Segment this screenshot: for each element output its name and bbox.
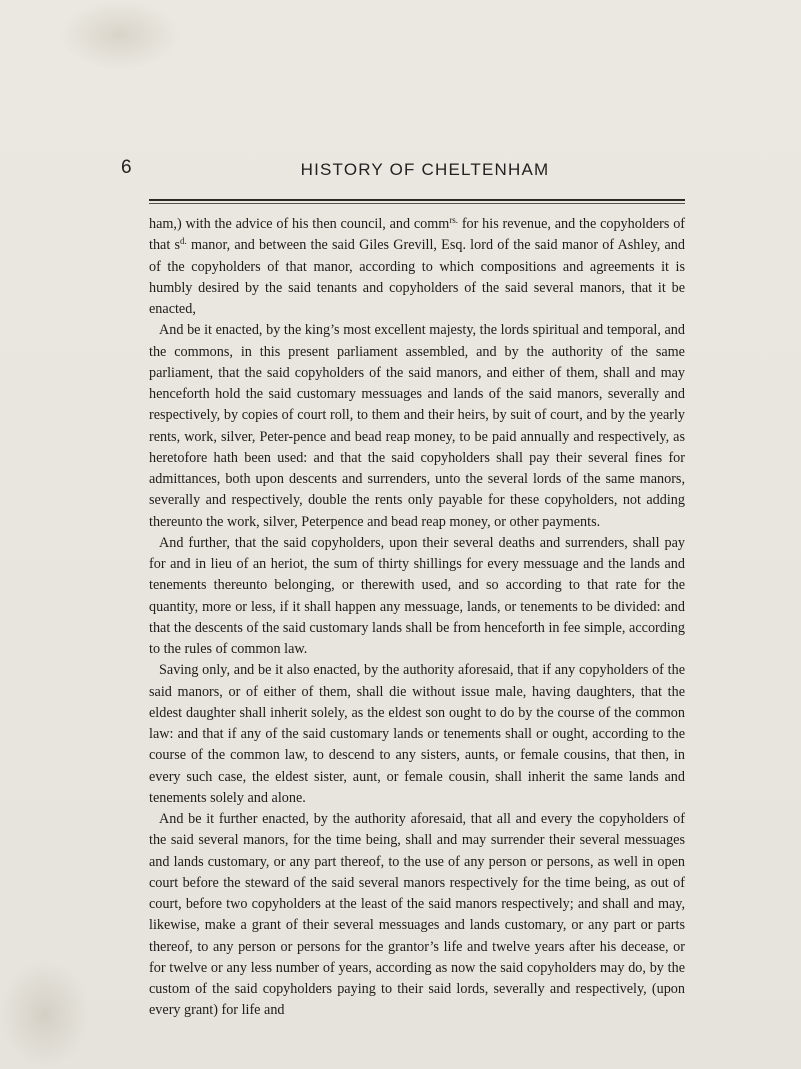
- body-text: [149, 214, 685, 1022]
- running-head: HISTORY OF CHELTENHAM: [300, 160, 550, 179]
- header-rule-thin: [149, 203, 685, 204]
- abbrev-superscript-rs: rs.: [449, 215, 459, 225]
- header-rule-thick: [149, 199, 685, 201]
- paragraph-4: Saving only, and be it also enacted, by the authority aforesaid, that if any copyholders of the said manors, or of either of them, shall die without issue male, having daughters, that the eldest daughter shall inherit solely, as the eldest son ought to do by the course of the common law: and that if any of the said customary lands or tenements shall or ought, according to the course of the common law, to descend to any sisters, aunts, or female cousins, that then, in every such case, the eldest sister, aunt, or female cousin, shall inherit the same lands and tenements solely and alone.: [149, 662, 685, 806]
- paragraph-5: And be it further enacted, by the authority aforesaid, that all and every the copyholders of the said several manors, for the time being, shall and may surrender their several messuages and lands customary, or any part thereof, to the use of any person or persons, as well in open court before the steward of the said several manors respectively for the time being, as out of court, before two copyholders at the least of the said manors respectively; and shall and may, likewise, make a grant of their several messuages and lands customary, or any part or parts thereof, to any person or persons for the grantor’s life and twelve years after his decease, or for twelve or any less number of years, according as now the said copyholders may do, by the custom of the said copyholders paying to their said lords, severally and respectively, (upon every grant) for life and: [149, 811, 685, 1019]
- paragraph-2: And be it enacted, by the king’s most excellent majesty, the lords spiritual and temporal, and the commons, in this present parliament assembled, and by the authority of the same parliament, that the said copyholders of the said manors, and either of them, shall and may henceforth hold the said customary messuages and lands of the said manors, severally and respectively, by copies of court roll, to them and their heirs, by suit of court, and by the yearly rents, work, silver, Peter-pence and bead reap money, to be paid annually and respectively, as heretofore hath been used: and that the said copyholders shall pay their several fines for admittances, both upon descents and surrenders, unto the several lords of the same manors, severally and respectively, double the rents only payable for these copyholders, not adding thereunto the work, silver, Peterpence and bead reap money, or other payments.: [149, 322, 685, 530]
- paragraph-1-part-a: ham,) with the advice of his then council, and comm: [149, 216, 450, 232]
- abbrev-superscript-d: d.: [180, 236, 187, 247]
- paper-stain-top-left: [60, 0, 180, 70]
- paragraph-3: And further, that the said copyholders, upon their several deaths and surrenders, shall pay for and in lieu of an heriot, the sum of thirty shillings for every messuage and the lands and tenements thereunto belonging, or therewith used, and so according to that rate for the quantity, more or less, if it shall happen any messuage, lands, or tenements to be divided: and that the descents of the said customary lands shall be from henceforth in fee simple, according to the rules of common law.: [149, 534, 685, 657]
- paragraph-1-part-b: for his revenue, and the copyholders of that s: [149, 216, 686, 254]
- paragraph-1: [149, 214, 685, 320]
- paper-stain-bottom-left: [0, 960, 90, 1069]
- paragraph-1-part-c: manor, and between the said Giles Grevill, Esq. lord of the said manor of Ashley, and of the copyholders of that manor, according to which compositions and agreements it is humbly desired by the said tenants and copyholders of the said several manors, that it be enacted,: [149, 237, 685, 317]
- page-number: 6: [121, 157, 133, 178]
